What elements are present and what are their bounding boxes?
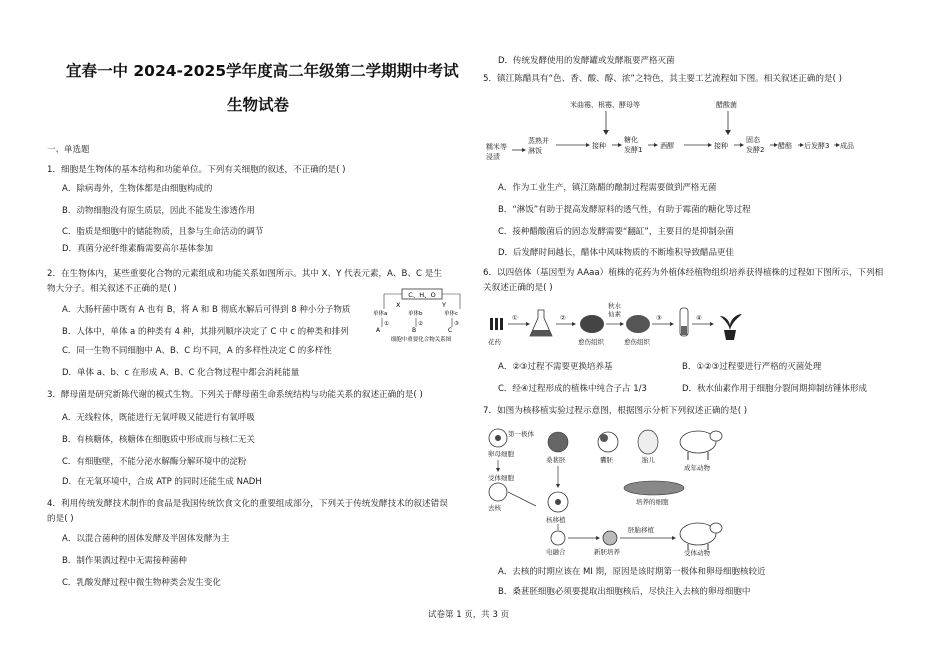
question-1-stem: 1．细胞是生物体的基本结构和功能单位。下列有关细胞的叙述，不正确的是( ) xyxy=(47,165,346,175)
process-step-3: 接种 xyxy=(592,142,606,150)
question-1-option-a: A．除病毒外，生物体都是由细胞构成的 xyxy=(62,184,213,194)
process-step-7b: 发酵2 xyxy=(746,146,765,154)
question-2-stem-line1: 2．在生物体内，某些重要化合物的元素组成和功能关系如图所示。其中 X、Y 代表元素，A、B、C 是生 xyxy=(47,269,442,279)
question-1-option-d: D．真菌分泌纤维素酶需要高尔基体参加 xyxy=(62,244,214,254)
process-step-1a: 糯米等 xyxy=(486,143,507,151)
process-step-9: 后发酵3 xyxy=(804,142,830,150)
morula-label: 桑葚胚 xyxy=(546,456,566,464)
diagram-step-1: ① xyxy=(384,321,389,327)
question-2-stem-line2: 物大分子。相关叙述不正确的是( ) xyxy=(47,284,177,294)
question-2-option-d: D．单体 a、b、c 在形成 A、B、C 化合物过程中都会消耗能量 xyxy=(62,368,300,378)
process-step-4b: 发酵1 xyxy=(624,146,643,154)
diagram-caption: 细胞中重要化合物关系图 xyxy=(390,337,452,343)
enucleation-label: 去核 xyxy=(488,504,501,512)
diagram-monomer-a: 单体a xyxy=(373,311,388,317)
question-4-stem-line1: 4．利用传统发酵技术制作的食品是我国传统饮食文化的重要组成部分，下列关于传统发酵技术的叙述错误 xyxy=(47,499,448,509)
oocyte-label: 卵母细胞 xyxy=(488,450,514,458)
process-step-8: 醋醅 xyxy=(778,142,792,150)
question-2-option-c: C．同一生物不同细胞中 A、B、C 均不同，A 的多样性决定 C 的多样性 xyxy=(62,346,332,356)
question-6-option-c: C．经④过程形成的植株中纯合子占 1/3 xyxy=(498,384,647,394)
question-4-option-a: A．以混合菌种的固体发酵及半固体发酵为主 xyxy=(62,534,230,544)
process-step-2b: 淋饭 xyxy=(528,147,542,155)
colchicine-label-2: 仙素 xyxy=(608,310,621,318)
diagram-monomer-b: 单体b xyxy=(408,311,423,317)
process-step-6: 接种 xyxy=(714,142,728,150)
question-1-option-b: B．动物细胞没有原生质层，因此不能发生渗透作用 xyxy=(62,206,255,216)
question-5-option-a: A．作为工业生产，镇江陈醋的酿制过程需要做到严格无菌 xyxy=(498,183,717,193)
recipient-animal-label: 受体动物 xyxy=(684,549,710,556)
diagram-monomer-c: 单体c xyxy=(444,311,459,317)
question-6-stem-line1: 6．以四倍体（基因型为 AAaa）植株的花药为外植体经植物组织培养获得植株的过程如下图所示，下列相 xyxy=(483,268,884,278)
question-3-option-c: C．有细胞壁，不能分泌水解酶分解环境中的淀粉 xyxy=(62,457,247,467)
question-1-option-c: C．脂质是细胞中的储能物质，且参与生命活动的调节 xyxy=(62,227,264,237)
question-7-stem: 7．如图为核移植实验过程示意图，根据图示分析下列叙述正确的是( ) xyxy=(483,406,748,416)
diagram-step-3: ③ xyxy=(454,321,459,327)
svg-text:B: B xyxy=(412,327,417,334)
process-step-7a: 固态 xyxy=(746,136,760,144)
question-4-option-d: D．传统发酵使用的发酵罐或发酵瓶要严格灭菌 xyxy=(498,56,675,66)
process-step-2a: 蒸熟并 xyxy=(528,137,549,145)
culture-step-4: ④ xyxy=(696,314,702,322)
diagram-y-label: Y xyxy=(442,301,446,309)
question-5-option-b: B．“淋饭”有助于提高发酵原料的透气性，有助于霉菌的糖化等过程 xyxy=(498,205,751,215)
diagram-x-label: X xyxy=(396,301,401,309)
culture-step-2: ② xyxy=(560,314,566,322)
question-3-option-b: B．有核糖体，核糖体在细胞质中形成而与核仁无关 xyxy=(62,435,255,445)
embryo-transfer-label: 胚胎移植 xyxy=(628,526,654,534)
embryo-culture-label: 新胚培养 xyxy=(594,548,620,556)
diagram-step-2: ② xyxy=(418,321,423,327)
callus-label-2: 愈伤组织 xyxy=(624,338,650,346)
colchicine-label-1: 秋水 xyxy=(608,302,621,310)
plant-tissue-culture-diagram xyxy=(484,300,774,352)
question-7-option-a: A．去核的时期应该在 MⅠ 期，原因是该时期第一极体和卵母细胞核较近 xyxy=(498,567,766,577)
question-3-option-d: D．在无氧环境中，合成 ATP 的同时还能生成 NADH xyxy=(62,477,262,487)
question-3-stem: 3．酵母菌是研究新陈代谢的模式生物。下列关于酵母菌生命系统结构与功能关系的叙述正确的是( ) xyxy=(47,390,423,400)
electrofusion-label: 电融合 xyxy=(546,548,566,556)
section-heading: 一、单选题 xyxy=(47,145,90,155)
question-3-option-a: A．无线粒体，既能进行无氧呼吸又能进行有氧呼吸 xyxy=(62,413,255,423)
process-top-acetobacter: 醋酸菌 xyxy=(716,101,737,109)
diagram-top-label: C、H、O xyxy=(408,291,436,299)
process-step-5: 酒醪 xyxy=(660,142,674,150)
exam-title: 宜春一中 2024-2025学年度高二年级第二学期期中考试 xyxy=(66,62,459,80)
process-step-10: 成品 xyxy=(840,142,854,150)
question-4-stem-line2: 的是( ) xyxy=(47,514,74,524)
question-6-option-a: A．②③过程不需要更换培养基 xyxy=(498,362,613,372)
adult-animal-label: 成年动物 xyxy=(684,464,710,472)
blastocyst-label: 囊胚 xyxy=(600,456,613,464)
process-top-microbes: 米曲霉、根霉、酵母等 xyxy=(570,101,640,109)
nuclear-transfer-label: 核移植 xyxy=(546,516,566,524)
page-footer: 试卷第 1 页，共 3 页 xyxy=(428,610,510,620)
svg-text:A: A xyxy=(376,327,381,334)
recipient-cell-label: 受体细胞 xyxy=(488,474,514,482)
question-2-option-b: B．人体中，单体 a 的种类有 4 种，其排列顺序决定了 C 中 c 的种类和排列 xyxy=(62,327,349,337)
process-step-4a: 糖化 xyxy=(624,136,638,144)
process-step-1b: 浸渍 xyxy=(486,153,500,161)
anther-label: 花药 xyxy=(488,338,501,346)
question-2-option-a: A．大肠杆菌中既有 A 也有 B，将 A 和 B 彻底水解后可得到 8 种小分子物质 xyxy=(62,305,351,315)
question-4-option-b: B．制作果酒过程中无需接种菌种 xyxy=(62,556,187,566)
culture-step-1: ① xyxy=(512,314,518,322)
question-5-stem: 5．镇江陈醋具有“色、香、酸、醇、浓”之特色，其主要工艺流程如下图。相关叙述正确的是( ) xyxy=(483,74,842,84)
culture-step-3: ③ xyxy=(656,314,662,322)
question-6-option-b: B．①②③过程要进行严格的灭菌处理 xyxy=(682,362,822,372)
svg-text:C: C xyxy=(448,327,453,334)
vinegar-process-diagram xyxy=(484,95,854,175)
question-7-option-b: B．桑葚胚细胞必须要提取出细胞核后，尽快注入去核的卵母细胞中 xyxy=(498,587,751,597)
question-6-option-d: D．秋水仙素作用于细胞分裂间期抑制纺锤体形成 xyxy=(682,384,868,394)
first-polar-body-label: 第一极体 xyxy=(508,430,534,438)
question-4-option-c: C．乳酸发酵过程中微生物种类会发生变化 xyxy=(62,578,221,588)
nuclear-transfer-diagram xyxy=(484,424,744,556)
question-5-option-d: D．后发酵时间越长，醋体中风味物质的不断堆积导致醋品更佳 xyxy=(498,248,735,258)
question-6-stem-line2: 关叙述正确的是( ) xyxy=(483,283,553,293)
fetus-label: 胎儿 xyxy=(642,456,655,464)
question-5-option-c: C．接种醋酸菌后的固态发酵需要“翻缸”，主要目的是抑制杂菌 xyxy=(498,227,734,237)
cultured-cells-label: 培养的细胞 xyxy=(636,498,669,506)
exam-subtitle: 生物试卷 xyxy=(227,96,290,114)
compound-relation-diagram xyxy=(372,287,470,343)
callus-label-1: 愈伤组织 xyxy=(578,338,604,346)
